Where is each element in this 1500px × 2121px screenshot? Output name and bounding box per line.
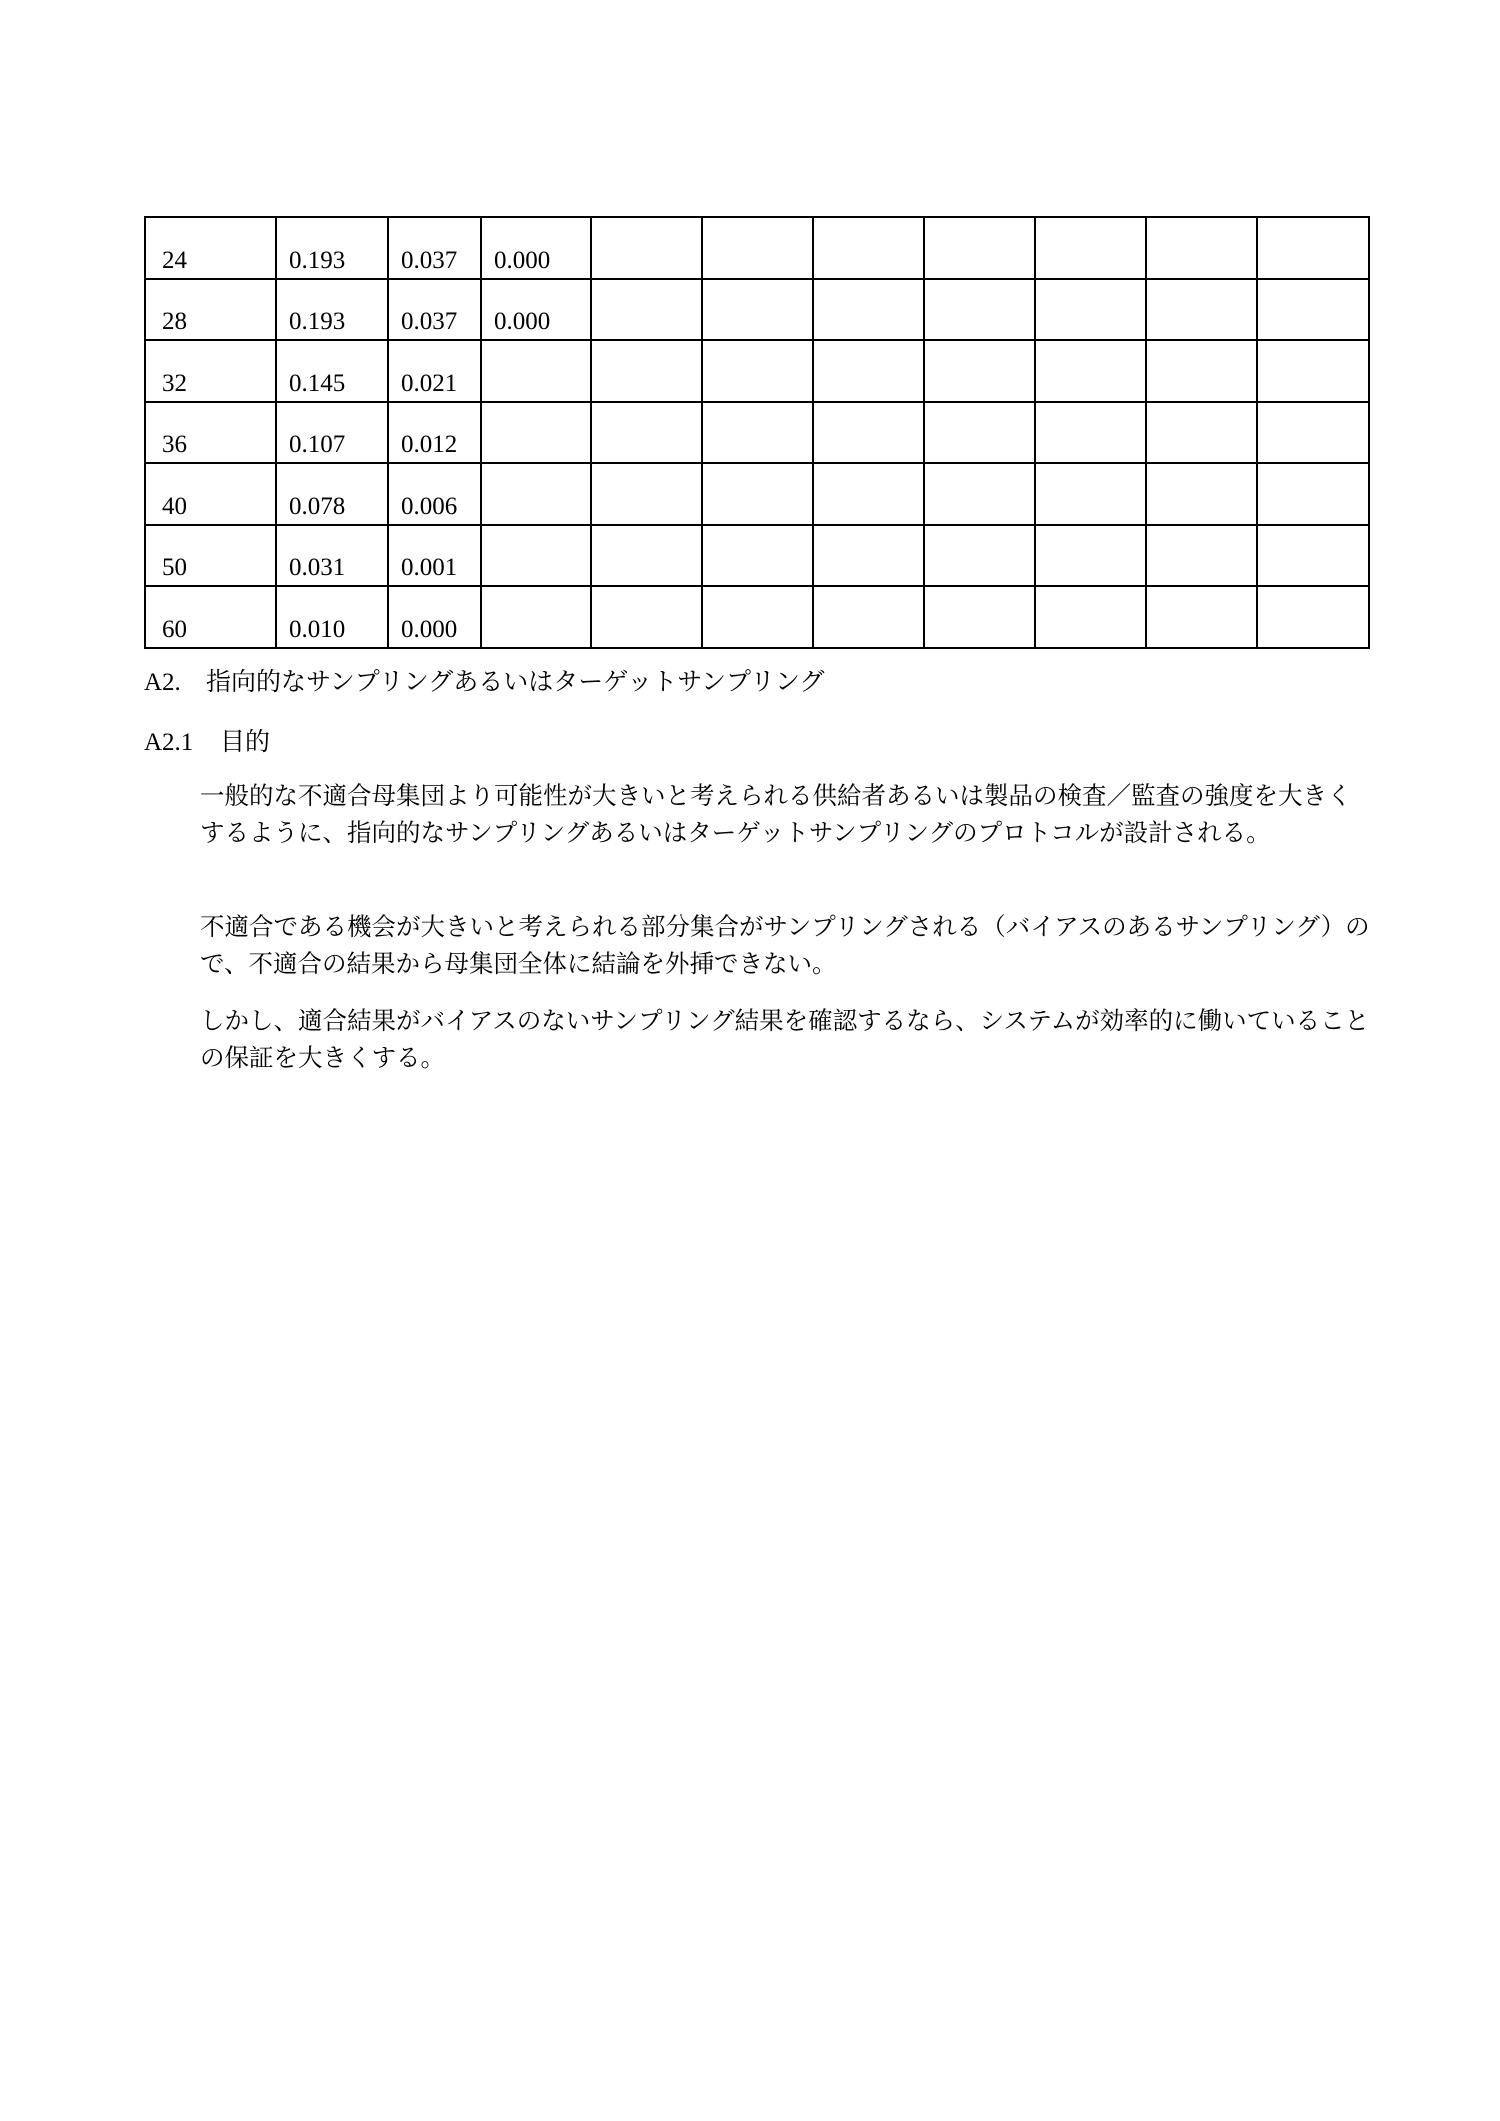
table-cell [481, 525, 591, 587]
section-heading [144, 662, 825, 698]
table-cell [591, 279, 702, 341]
table-cell [702, 340, 813, 402]
table-cell [924, 402, 1035, 464]
table-row [145, 217, 1369, 279]
table-cell [1146, 279, 1257, 341]
table-cell: 0.006 [388, 463, 481, 525]
section-number: A2. [144, 669, 181, 696]
table-cell: 0.107 [276, 402, 388, 464]
table-cell [1035, 279, 1146, 341]
table-cell [1035, 525, 1146, 587]
table-cell [1035, 586, 1146, 648]
table-cell: 0.193 [276, 217, 388, 279]
table-cell [481, 402, 591, 464]
table-cell [1035, 217, 1146, 279]
table-cell [1257, 463, 1369, 525]
table-cell: 24 [145, 217, 276, 279]
table-cell [924, 217, 1035, 279]
table-cell [1257, 340, 1369, 402]
table-cell: 0.031 [276, 525, 388, 587]
table-cell [1146, 525, 1257, 587]
table-cell [813, 463, 924, 525]
table-cell [1257, 279, 1369, 341]
table-cell: 0.145 [276, 340, 388, 402]
table-cell [481, 463, 591, 525]
table-cell [481, 340, 591, 402]
table-cell: 0.078 [276, 463, 388, 525]
table-cell: 0.000 [481, 217, 591, 279]
paragraph-2: 不適合である機会が大きいと考えられる部分集合がサンプリングされる（バイアスのあるサンプリング）ので、不適合の結果から母集団全体に結論を外挿できない。 [200, 912, 1370, 978]
table-cell [591, 340, 702, 402]
table-cell [1146, 586, 1257, 648]
subsection-title: 目的 [220, 727, 271, 756]
table-cell [1146, 463, 1257, 525]
table-cell [924, 279, 1035, 341]
table-cell: 0.037 [388, 217, 481, 279]
table-cell [702, 586, 813, 648]
table-cell [924, 340, 1035, 402]
table-cell: 0.010 [276, 586, 388, 648]
table-cell [1146, 340, 1257, 402]
table-cell [1146, 217, 1257, 279]
table-cell [591, 463, 702, 525]
table-cell [813, 525, 924, 587]
table-cell: 0.037 [388, 279, 481, 341]
table-cell [924, 525, 1035, 587]
table-cell [591, 217, 702, 279]
table-cell: 32 [145, 340, 276, 402]
table-cell [813, 402, 924, 464]
table-cell [1035, 463, 1146, 525]
table-cell: 0.000 [481, 279, 591, 341]
table-cell [702, 279, 813, 341]
table-cell [813, 279, 924, 341]
table-cell: 0.193 [276, 279, 388, 341]
table-cell: 28 [145, 279, 276, 341]
table-cell [924, 463, 1035, 525]
table-cell: 36 [145, 402, 276, 464]
paragraph-1: 一般的な不適合母集団より可能性が大きいと考えられる供給者あるいは製品の検査／監査の強度を大きくするように、指向的なサンプリングあるいはターゲットサンプリングのプロトコルが設計される。 [200, 781, 1352, 847]
table-cell: 60 [145, 586, 276, 648]
table-cell [702, 463, 813, 525]
table-cell [924, 586, 1035, 648]
table-cell: 50 [145, 525, 276, 587]
table-cell [1146, 402, 1257, 464]
probability-table [144, 216, 1370, 649]
table-cell [813, 340, 924, 402]
table-cell [481, 586, 591, 648]
subsection-number: A2.1 [144, 729, 194, 756]
table-row [145, 402, 1369, 464]
table-cell [1257, 217, 1369, 279]
table-cell [702, 525, 813, 587]
table-row [145, 279, 1369, 341]
table-cell [702, 402, 813, 464]
table-cell [702, 217, 813, 279]
table-row [145, 463, 1369, 525]
subsection-heading [144, 722, 270, 758]
table-cell: 40 [145, 463, 276, 525]
table-row [145, 340, 1369, 402]
table-cell [1035, 340, 1146, 402]
table-cell [591, 402, 702, 464]
table-cell: 0.001 [388, 525, 481, 587]
section-title: 指向的なサンプリングあるいはターゲットサンプリング [206, 667, 825, 696]
table-cell: 0.000 [388, 586, 481, 648]
table-cell [591, 525, 702, 587]
table-row [145, 586, 1369, 648]
table-cell [591, 586, 702, 648]
table-cell [1257, 586, 1369, 648]
table-row [145, 525, 1369, 587]
table-cell [813, 217, 924, 279]
table-cell [1035, 402, 1146, 464]
table-cell [1257, 525, 1369, 587]
table-cell [1257, 402, 1369, 464]
table-cell [813, 586, 924, 648]
table-cell: 0.012 [388, 402, 481, 464]
paragraph-3: しかし、適合結果がバイアスのないサンプリング結果を確認するなら、システムが効率的に働いていることの保証を大きくする。 [200, 1006, 1370, 1072]
table-cell: 0.021 [388, 340, 481, 402]
